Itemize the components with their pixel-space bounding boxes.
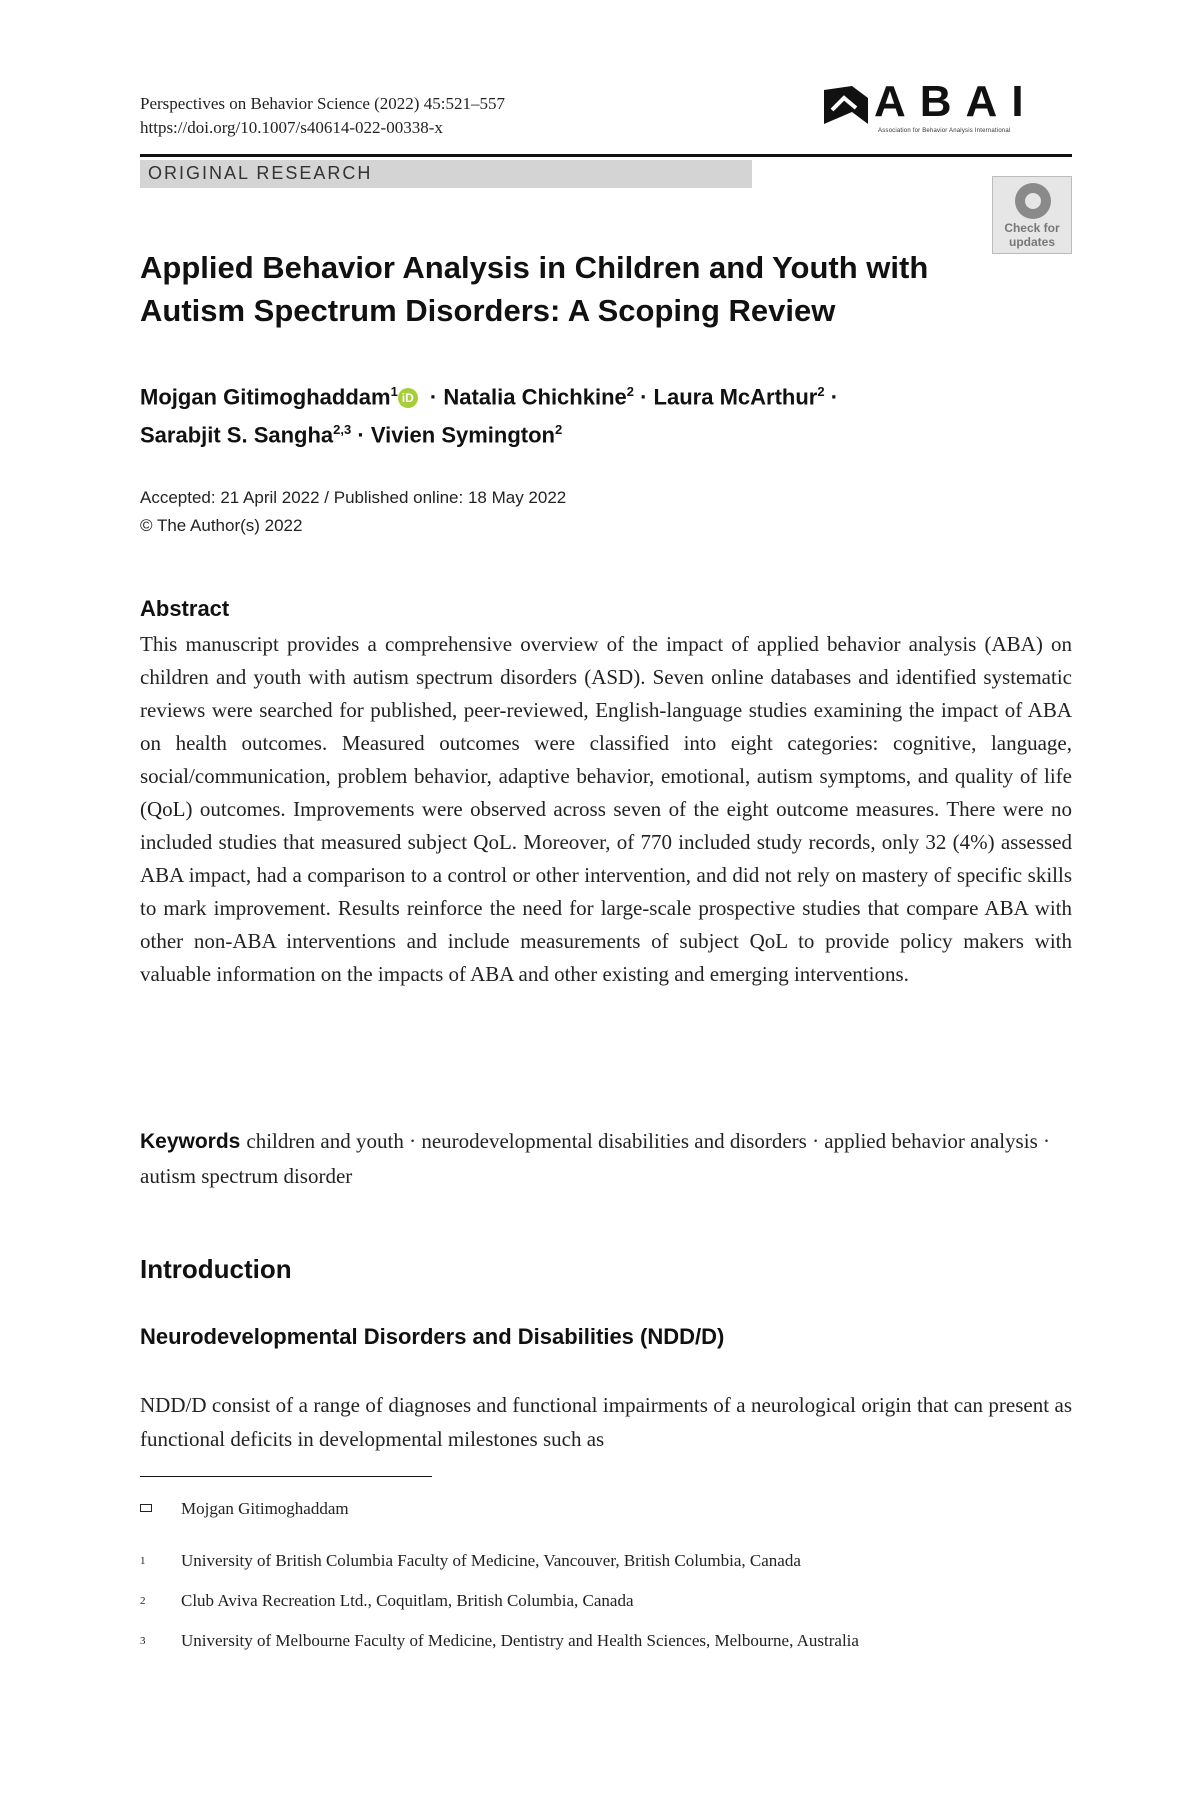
author-separator: · [423, 384, 444, 410]
footnote-rule [140, 1476, 432, 1477]
introduction-heading: Introduction [140, 1254, 292, 1284]
affiliation-mark: 3 [140, 1635, 146, 1647]
abai-logo [822, 77, 1072, 142]
author-separator: · [824, 384, 839, 410]
header-rule [140, 154, 1072, 157]
body-paragraph: NDD/D consist of a range of diagnoses and functional impairments of a neurological origin that can present as functional deficits in developmental milestones such as [140, 1393, 1072, 1451]
abstract-text: This manuscript provides a comprehensive overview of the impact of applied behavior analysis (ABA) on children and youth with autism spectrum disorders (ASD). Seven online databases and identified systematic reviews were searched for published, peer-reviewed, English-language studies examining the impact of ABA on health outcomes. Measured outcomes were classified into eight categories: cognitive, language, social/communication, problem behavior, adaptive behavior, emotional, autism symptoms, and quality of life (QoL) outcomes. Improvements were observed across seven of the eight outcome measures. There were no included studies that measured subject QoL. Moreover, of 770 included study records, only 32 (4%) assessed ABA impact, had a comparison to a control or other intervention, and did not rely on mastery of specific skills to mark improvement. Results reinforce the need for large-scale prospective studies that compare ABA with other non-ABA interventions and include measurements of subject QoL to provide policy makers with valuable information on the impacts of ABA and other existing and emerging interventions. [140, 632, 1072, 986]
update-icon [1015, 183, 1051, 219]
author-affiliation: 1 [390, 384, 398, 399]
article-title: Applied Behavior Analysis in Children and Youth with Autism Spectrum Disorders: A Scoping Review [140, 250, 929, 328]
abai-logo-icon [822, 84, 870, 128]
author-name[interactable]: Laura McArthur [653, 384, 818, 410]
author-affiliation: 2 [626, 384, 634, 399]
author-separator: · [351, 422, 371, 448]
author-name[interactable]: Mojgan Gitimoghaddam [140, 384, 391, 410]
doi-link[interactable]: https://doi.org/10.1007/s40614-022-00338-x [140, 118, 443, 137]
author-separator: · [633, 384, 654, 410]
author-name[interactable]: Sarabjit S. Sangha [140, 422, 334, 448]
publication-dates [140, 484, 566, 540]
abstract-heading: Abstract [140, 596, 230, 621]
author-affiliation: 2,3 [333, 422, 352, 438]
author-name[interactable]: Vivien Symington [370, 422, 555, 448]
journal-citation: Perspectives on Behavior Science (2022) 45:521–557 [140, 94, 505, 113]
copyright-line: © The Author(s) 2022 [140, 516, 303, 535]
subsection-heading: Neurodevelopmental Disorders and Disabilities (NDD/D) [140, 1324, 725, 1349]
corresponding-author-name: Mojgan Gitimoghaddam [181, 1499, 349, 1518]
affiliation-text: Club Aviva Recreation Ltd., Coquitlam, British Columbia, Canada [181, 1591, 634, 1610]
keywords-label: Keywords [140, 1130, 241, 1153]
affiliation-text: University of British Columbia Faculty of Medicine, Vancouver, British Columbia, Canada [181, 1551, 801, 1570]
keywords [140, 1124, 1072, 1193]
affiliation-mark: 1 [140, 1555, 146, 1567]
check-badge-label: Check for updates [1004, 221, 1060, 249]
author-affiliation: 2 [555, 422, 563, 438]
logo-wordmark: ABAI [874, 77, 1038, 126]
logo-tagline: Association for Behavior Analysis International [878, 128, 1011, 134]
affiliation-text: University of Melbourne Faculty of Medicine, Dentistry and Health Sciences, Melbourne, Australia [181, 1631, 859, 1650]
author-affiliation: 2 [817, 384, 825, 399]
article-type-label: ORIGINAL RESEARCH [148, 163, 373, 183]
check-for-updates-badge[interactable] [992, 176, 1072, 254]
keywords-text: children and youth · neurodevelopmental disabilities and disorders · applied behavior analysis · autism spectrum disorder [140, 1129, 1050, 1188]
author-list [140, 375, 1040, 452]
accepted-published-line: Accepted: 21 April 2022 / Published online: 18 May 2022 [140, 488, 567, 507]
affiliation-mark: 2 [140, 1595, 146, 1607]
author-name[interactable]: Natalia Chichkine [443, 384, 627, 410]
orcid-icon[interactable]: iD [398, 388, 418, 408]
email-icon[interactable] [140, 1496, 152, 1522]
